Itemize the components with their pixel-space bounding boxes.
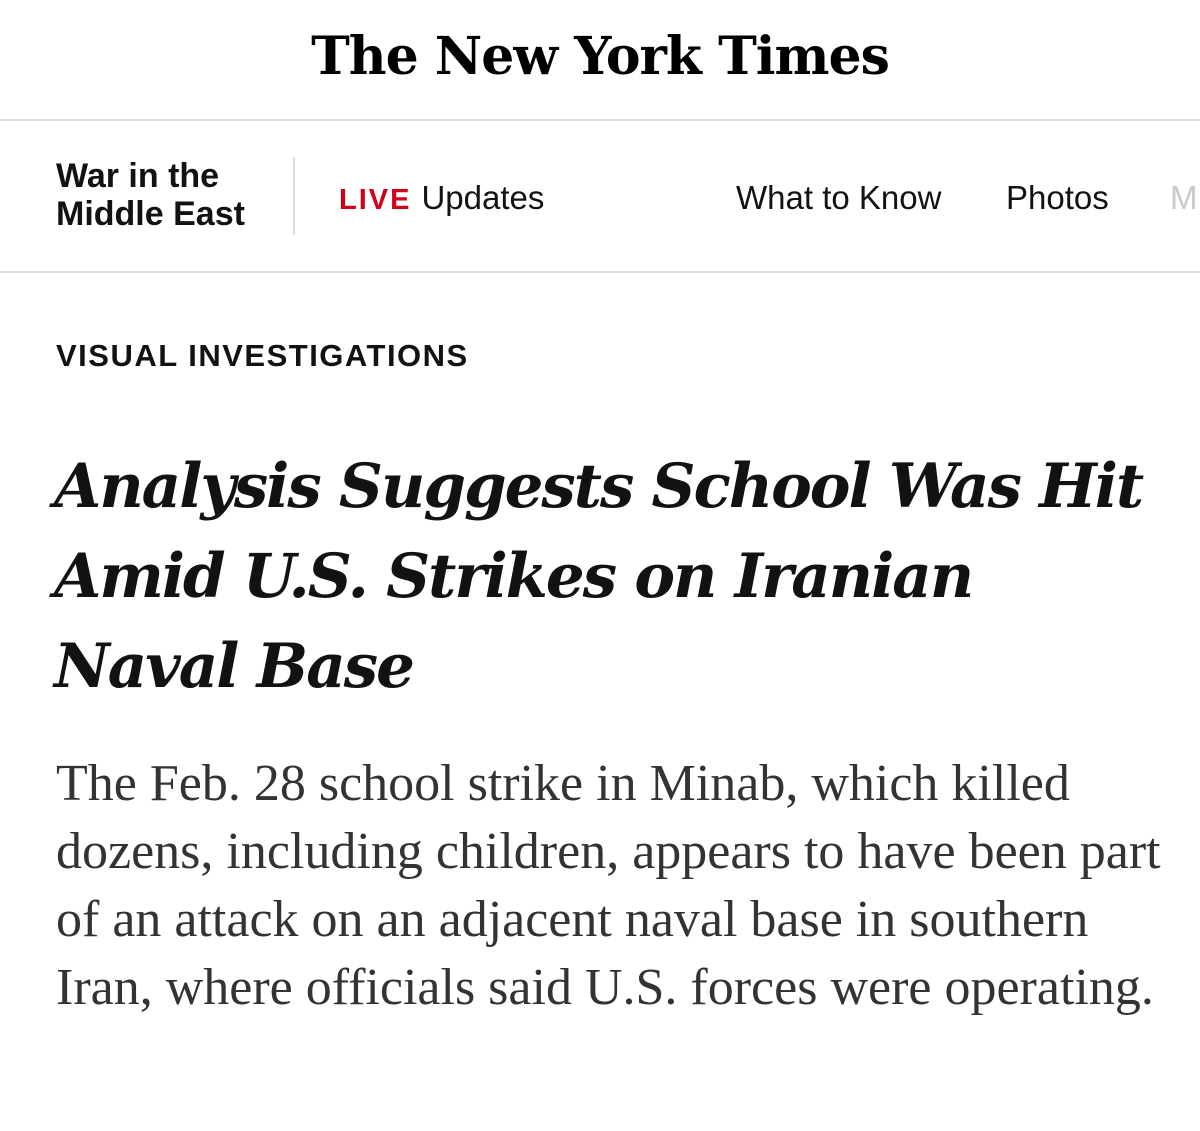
live-badge: LIVE: [339, 184, 412, 216]
section-nav: [0, 121, 1200, 273]
masthead: [0, 0, 1200, 121]
article-kicker[interactable]: VISUAL INVESTIGATIONS: [56, 338, 469, 373]
article-headline: Analysis Suggests School Was Hit Amid U.S. Strikes on Iranian Naval Base: [54, 451, 1143, 702]
nav-photos[interactable]: Photos: [1006, 179, 1109, 216]
nav-updates-label: Updates: [421, 179, 545, 216]
section-title-line2: Middle East: [56, 195, 245, 233]
nav-divider: [293, 157, 295, 235]
nyt-logo[interactable]: The New York Times: [311, 26, 889, 87]
nav-more-truncated[interactable]: M: [1170, 179, 1198, 216]
section-title-line1: War in the: [56, 157, 220, 195]
section-title-link[interactable]: [56, 157, 245, 233]
nav-what-to-know[interactable]: What to Know: [736, 179, 942, 216]
nav-live-updates[interactable]: [339, 178, 544, 220]
article-summary: The Feb. 28 school strike in Minab, which killed dozens, including children, appears to have been part of an attack on an adjacent naval base in southern Iran, where officials said U.S. forces were operating.: [56, 755, 1161, 1016]
